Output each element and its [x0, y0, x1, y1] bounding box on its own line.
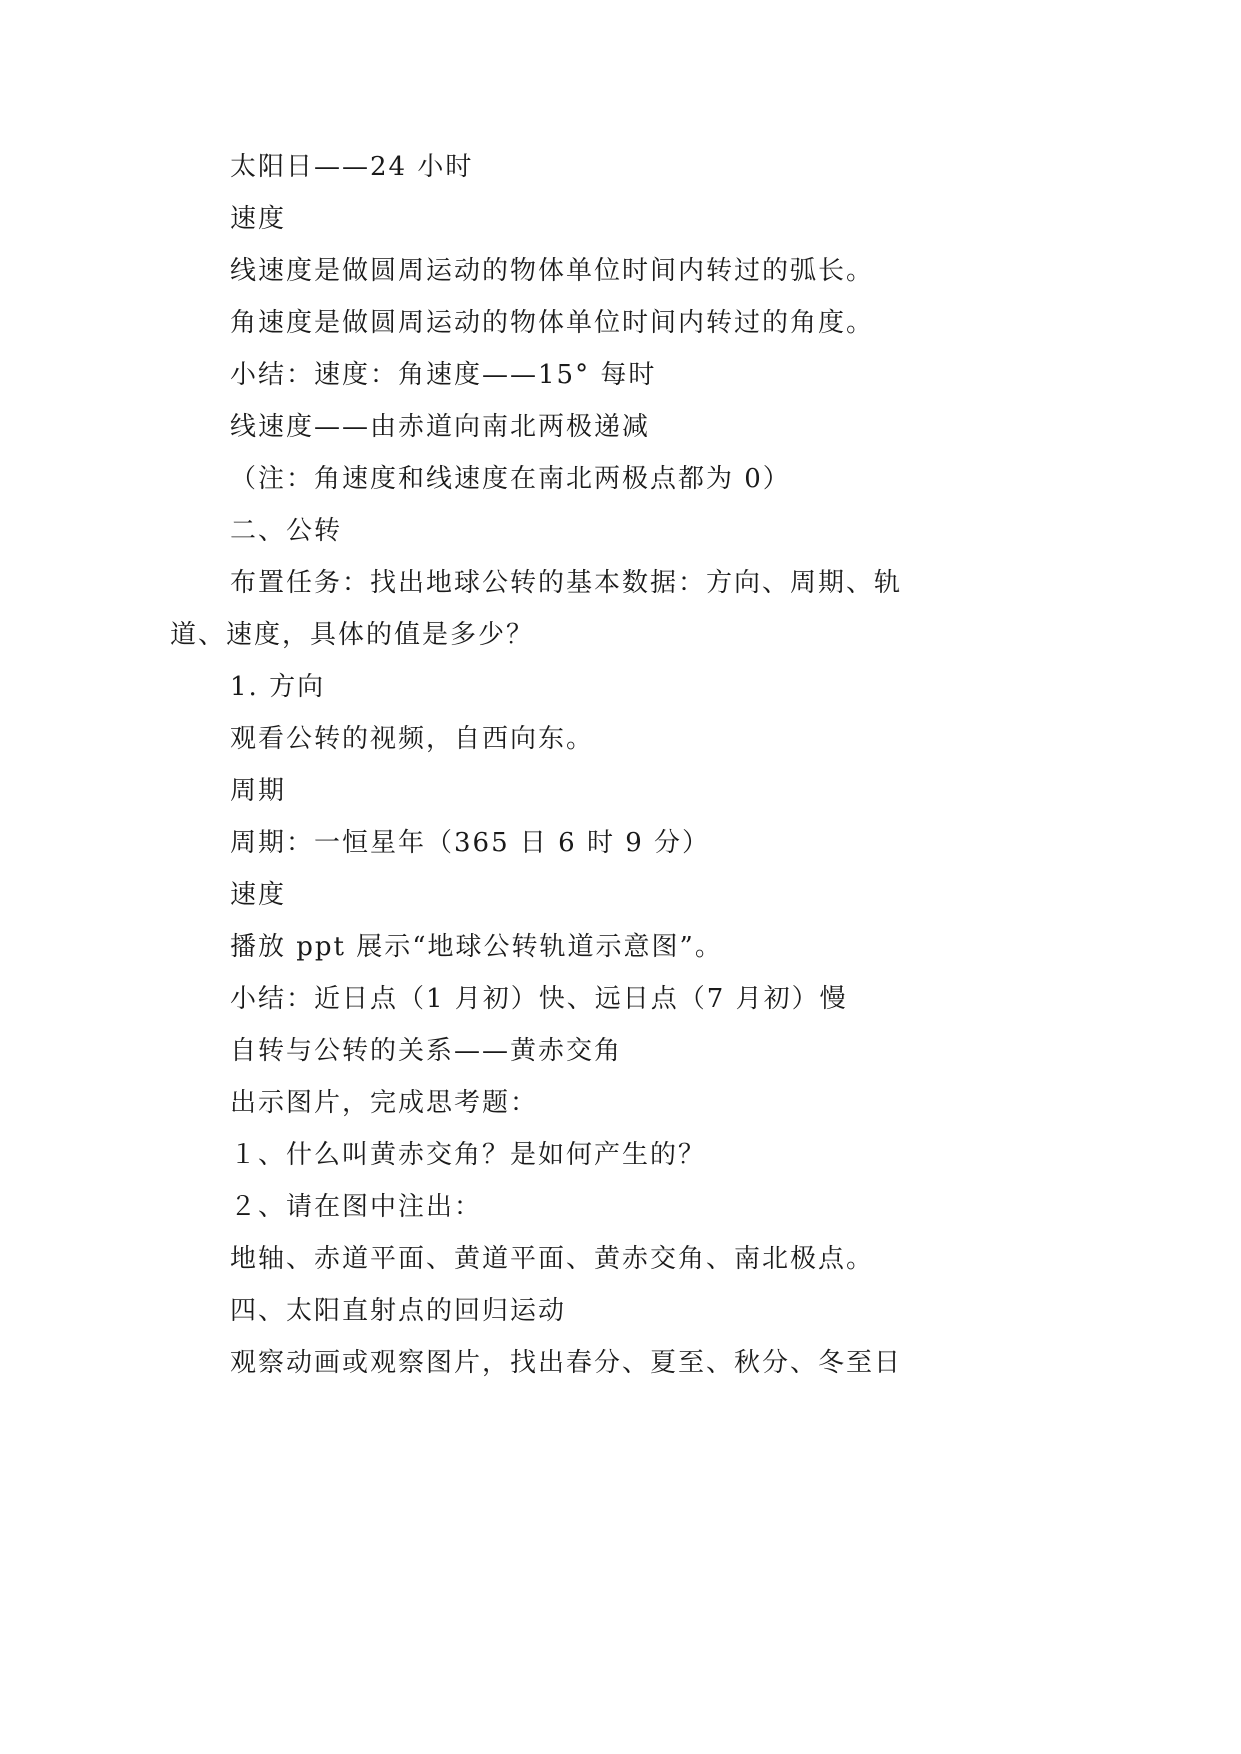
- question-item: ２、请在图中注出：: [230, 1192, 483, 1222]
- text-line: 小结：近日点（1 月初）快、远日点（7 月初）慢: [230, 984, 848, 1014]
- text-line: 速度: [230, 204, 287, 234]
- text-line: 自转与公转的关系——黄赤交角: [230, 1036, 623, 1066]
- text-line: 观察动画或观察图片，找出春分、夏至、秋分、冬至日: [230, 1348, 903, 1378]
- text-line: 出示图片，完成思考题：: [230, 1088, 539, 1118]
- text-line: 观看公转的视频，自西向东。: [230, 724, 595, 754]
- section-heading: 二、公转: [230, 516, 343, 546]
- text-line: 线速度是做圆周运动的物体单位时间内转过的弧长。: [230, 256, 875, 286]
- text-line-continuation: 道、速度，具体的值是多少？: [170, 620, 535, 650]
- question-item: １、什么叫黄赤交角？是如何产生的？: [230, 1140, 707, 1170]
- text-line: 太阳日——24 小时: [230, 152, 474, 182]
- text-line: 周期：一恒星年（365 日 6 时 9 分）: [230, 828, 711, 858]
- text-line: 地轴、赤道平面、黄道平面、黄赤交角、南北极点。: [230, 1244, 875, 1274]
- text-line: （注：角速度和线速度在南北两极点都为 0）: [230, 464, 791, 494]
- text-line: 布置任务：找出地球公转的基本数据：方向、周期、轨: [230, 568, 903, 598]
- text-line: 角速度是做圆周运动的物体单位时间内转过的角度。: [230, 308, 875, 338]
- subheading: 周期: [230, 776, 287, 806]
- text-line: 线速度——由赤道向南北两极递减: [230, 412, 651, 442]
- text-line: 小结：速度：角速度——15° 每时: [230, 360, 657, 390]
- subheading: 1. 方向: [230, 672, 326, 702]
- section-heading: 四、太阳直射点的回归运动: [230, 1296, 567, 1326]
- subheading: 速度: [230, 880, 287, 910]
- text-line: 播放 ppt 展示“地球公转轨道示意图”。: [230, 932, 723, 962]
